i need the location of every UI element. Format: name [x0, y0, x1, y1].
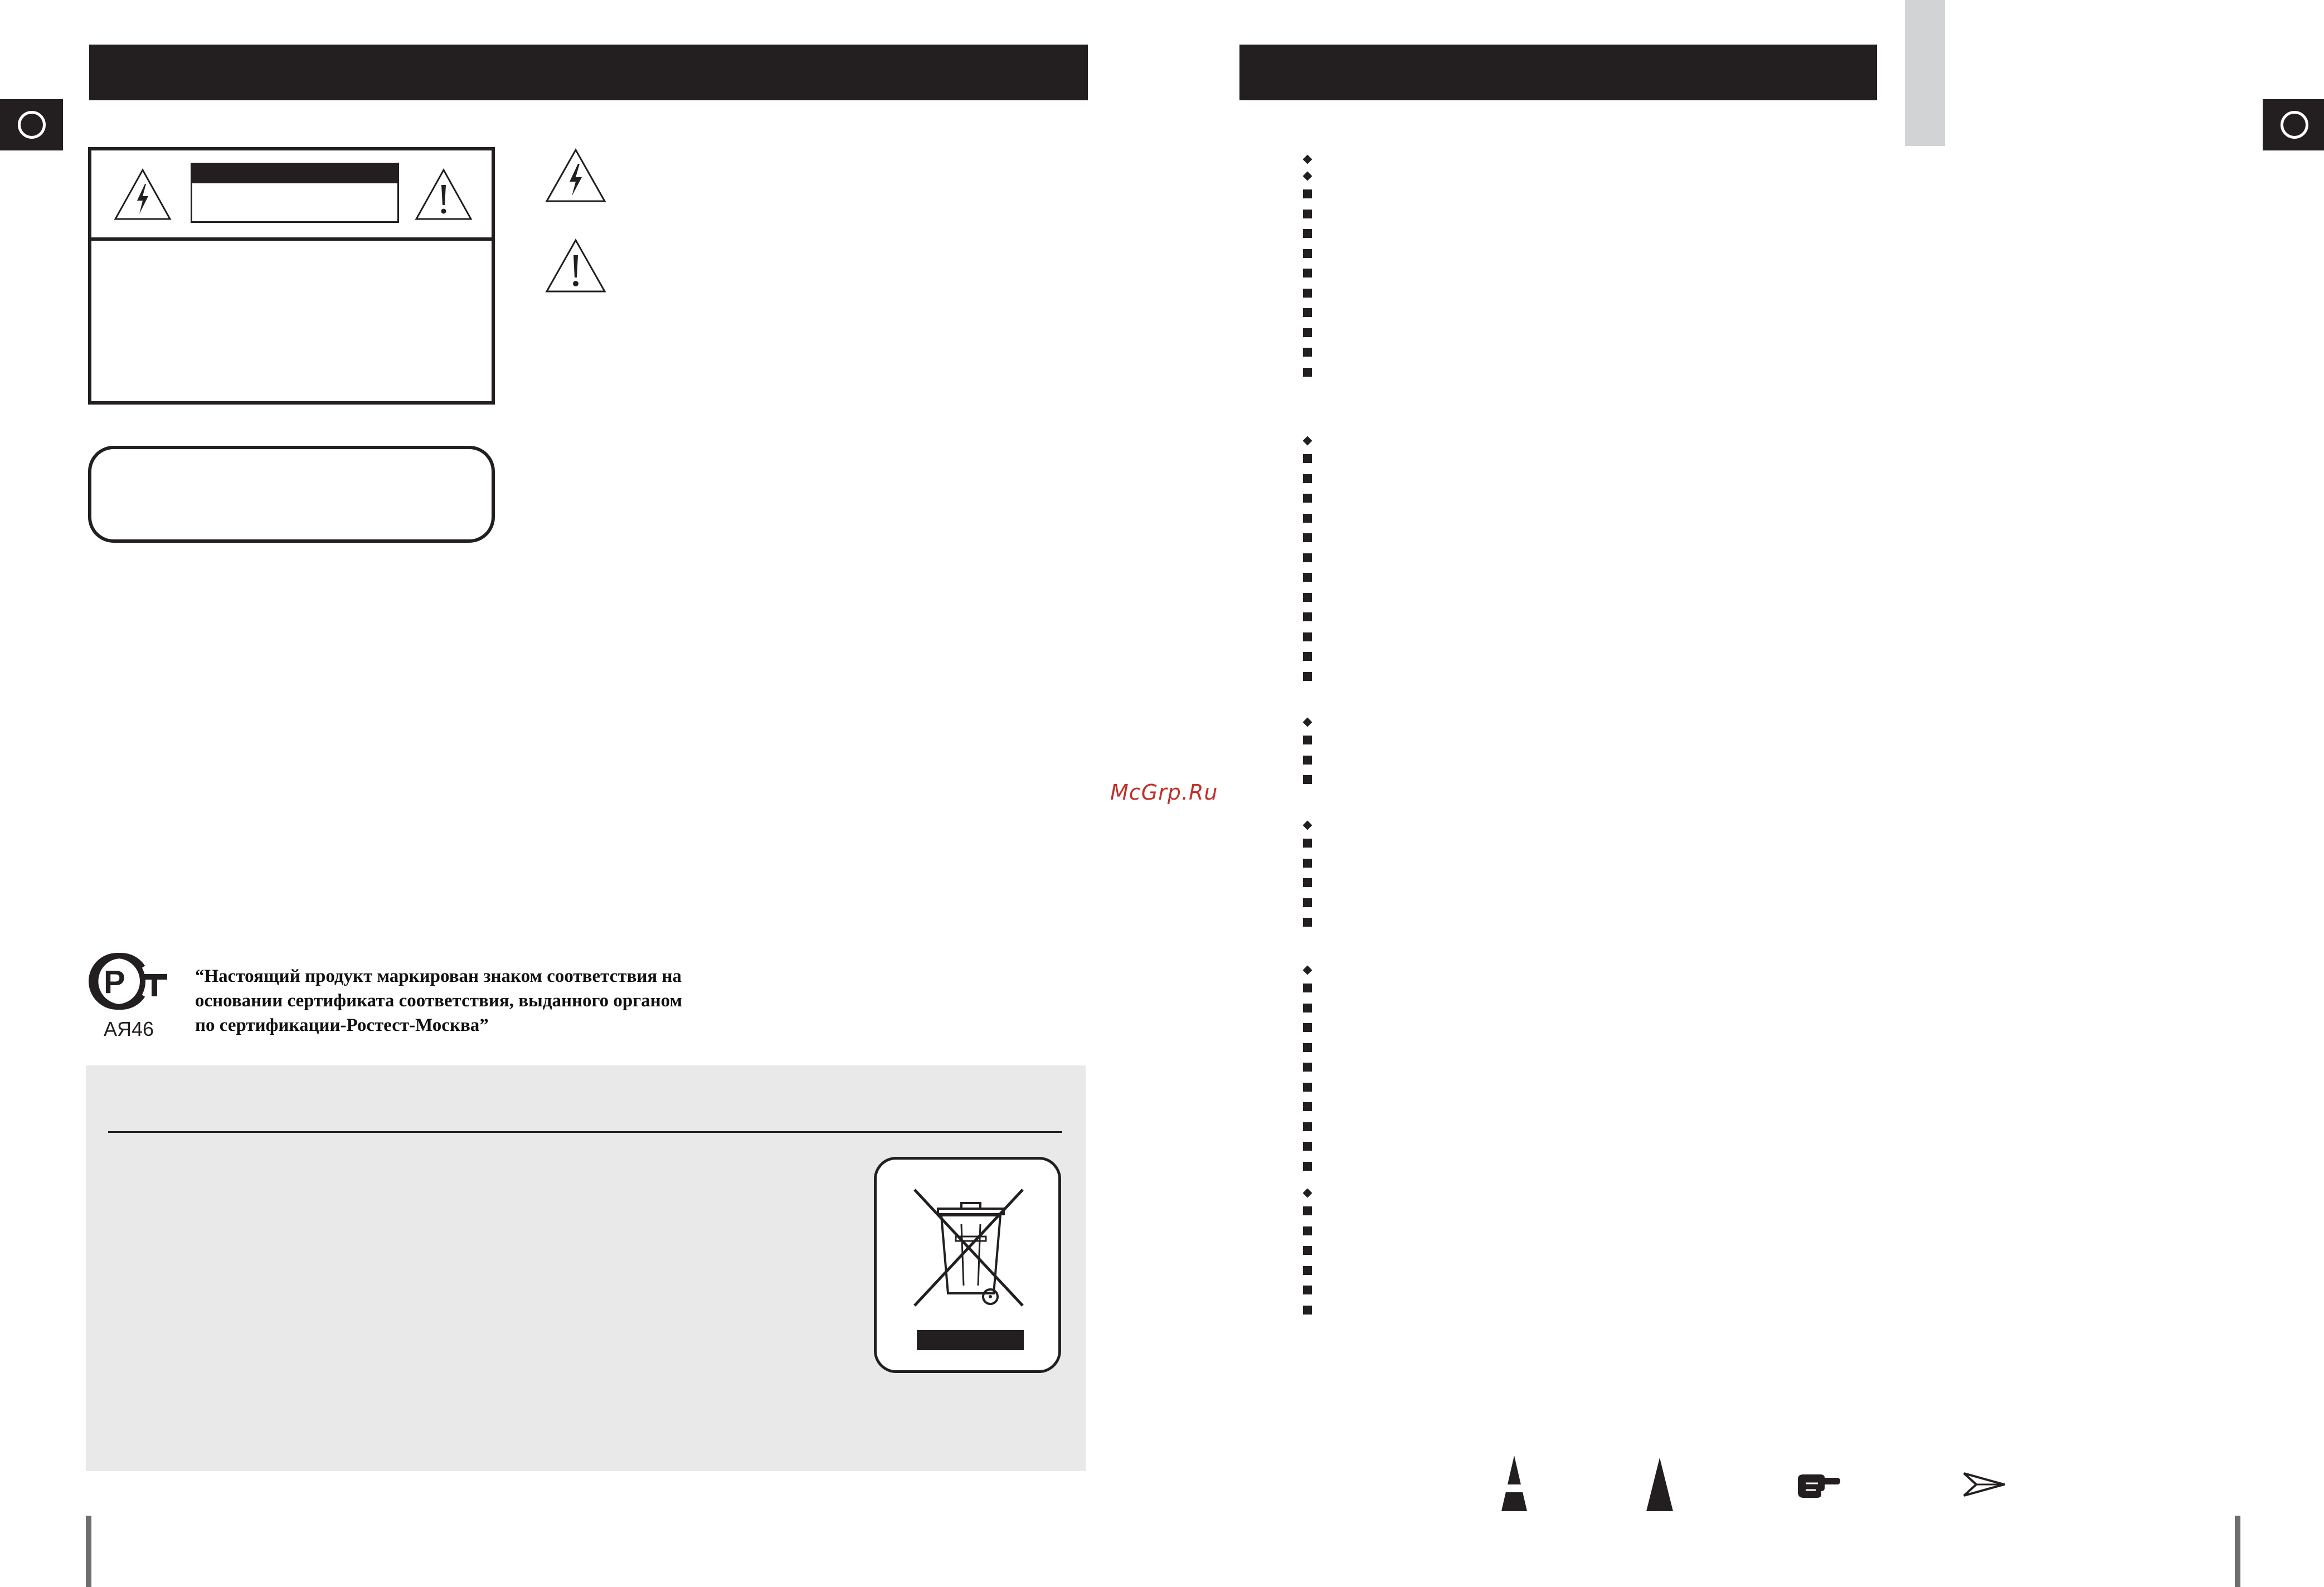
lightning-triangle-icon	[545, 148, 606, 203]
disposal-divider	[108, 1131, 1062, 1133]
bullet-square	[1303, 494, 1312, 503]
bullet-square	[1303, 1246, 1312, 1255]
bullet-square	[1303, 573, 1312, 582]
bullet-square	[1303, 368, 1312, 377]
lightning-triangle-icon	[114, 168, 172, 221]
solid-cone-icon	[1644, 1457, 1675, 1512]
bullet-square	[1303, 514, 1312, 523]
bullet-diamond	[1303, 821, 1312, 830]
bullet-diamond	[1303, 718, 1312, 727]
bullet-diamond	[1303, 155, 1312, 164]
rst-certification-logo	[88, 952, 172, 1013]
bullet-square	[1303, 308, 1312, 317]
bullet-square	[1303, 1142, 1312, 1151]
gost-statement-line: основании сертификата соответствия, выданного органом	[195, 991, 683, 1011]
left-header-bar	[89, 45, 1088, 100]
bullet-square	[1303, 1266, 1312, 1275]
bullet-square	[1303, 210, 1312, 218]
bullet-square	[1303, 918, 1312, 927]
bullet-square	[1303, 898, 1312, 907]
bullet-square	[1303, 984, 1312, 992]
bullet-square	[1303, 1083, 1312, 1092]
bullet-diamond	[1303, 436, 1312, 446]
bullet-square	[1303, 269, 1312, 278]
bullet-square	[1303, 672, 1312, 681]
caution-label-bar	[192, 164, 397, 183]
bullet-diamond	[1303, 966, 1312, 975]
left-language-badge	[0, 99, 63, 150]
pointing-hand-icon	[1796, 1471, 1840, 1500]
right-header-bar	[1239, 45, 1877, 100]
section-tab	[1905, 0, 1945, 146]
bullet-square	[1303, 756, 1312, 765]
bullet-square	[1303, 1286, 1312, 1294]
right-language-badge	[2263, 99, 2324, 150]
bullet-square	[1303, 553, 1312, 562]
weee-underline-bar	[917, 1330, 1024, 1350]
bullet-square	[1303, 1122, 1312, 1131]
svg-text:Р: Р	[104, 964, 125, 1000]
bullet-square	[1303, 1306, 1312, 1315]
bullet-square	[1303, 1023, 1312, 1032]
bullet-square	[1303, 289, 1312, 298]
bullet-square	[1303, 229, 1312, 238]
bullet-square	[1303, 775, 1312, 784]
bullet-square	[1303, 859, 1312, 868]
bullet-square	[1303, 189, 1312, 198]
gost-statement-line: по сертификации-Ростест-Москва”	[195, 1015, 489, 1035]
bullet-square	[1303, 1063, 1312, 1072]
bullet-square	[1303, 1043, 1312, 1052]
gost-statement-line: “Настоящий продукт маркирован знаком соответствия на	[195, 966, 682, 986]
watermark: McGrp.Ru	[1110, 780, 1218, 805]
bullet-square	[1303, 348, 1312, 357]
bullet-square	[1303, 533, 1312, 542]
caution-box	[88, 147, 495, 405]
bullet-square	[1303, 328, 1312, 337]
weee-symbol-box	[874, 1157, 1061, 1373]
bullet-square	[1303, 652, 1312, 661]
right-margin-bar	[2235, 1516, 2240, 1587]
caution-label-frame	[191, 163, 399, 223]
bullet-square	[1303, 1004, 1312, 1012]
bullet-square	[1303, 839, 1312, 848]
arrow-icon	[1963, 1471, 2005, 1498]
exclamation-triangle-icon	[545, 238, 606, 293]
bullet-square	[1303, 474, 1312, 483]
notice-box	[88, 446, 495, 543]
bullet-square	[1303, 1102, 1312, 1111]
exclamation-triangle-icon	[415, 168, 473, 221]
caution-box-divider	[91, 237, 492, 241]
bullet-square	[1303, 1206, 1312, 1215]
disposal-panel	[86, 1065, 1086, 1471]
gost-statement	[195, 964, 682, 1038]
bullet-square	[1303, 454, 1312, 463]
bullet-square	[1303, 249, 1312, 258]
bullet-diamond	[1303, 172, 1312, 181]
bullet-square	[1303, 736, 1312, 744]
bullet-square	[1303, 1162, 1312, 1171]
gost-mark-code: АЯ46	[104, 1018, 154, 1040]
bullet-square	[1303, 612, 1312, 621]
bullet-square	[1303, 878, 1312, 887]
open-cone-icon	[1499, 1454, 1529, 1512]
bullet-square	[1303, 593, 1312, 602]
bullet-square	[1303, 1226, 1312, 1235]
crossed-bin-icon	[899, 1174, 1038, 1313]
bullet-diamond	[1303, 1189, 1312, 1198]
left-margin-bar	[86, 1516, 91, 1587]
bullet-square	[1303, 632, 1312, 641]
